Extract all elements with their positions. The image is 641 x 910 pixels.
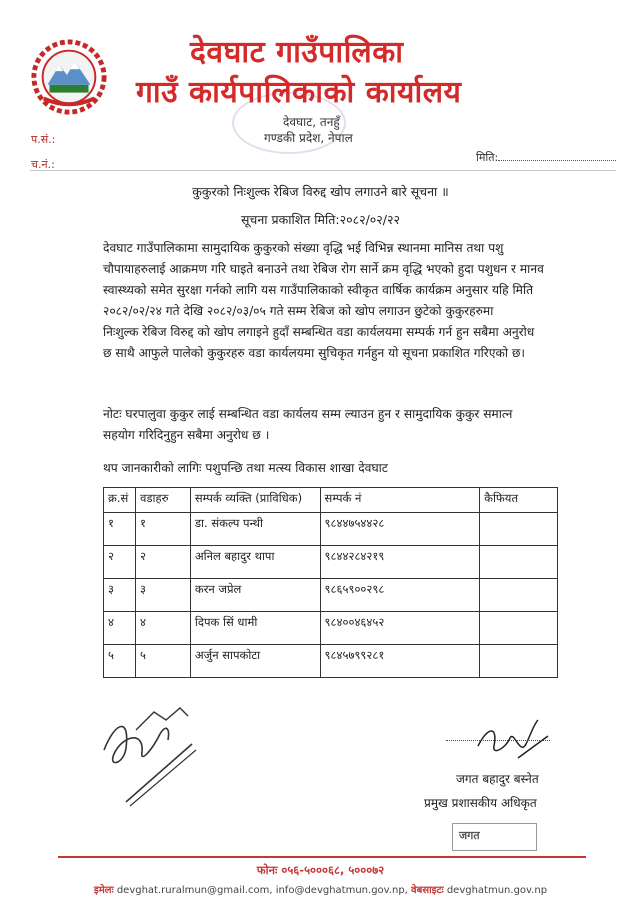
cell-serial: १ bbox=[104, 513, 136, 546]
notice-body bbox=[103, 238, 553, 364]
cell-contact-person: दिपक सिं धामी bbox=[190, 612, 320, 645]
body-line: चौपायाहरुलाई आक्रमण गरि घाइते बनाउने तथा रेबिज रोग सार्ने क्रम वृद्धि भएको हुदा पशुधन र मानव bbox=[103, 262, 544, 276]
signature-scrawl bbox=[468, 716, 558, 766]
body-line: छ साथै आफुले पालेको कुकुरहरु वडा कार्यलयमा सुचिकृत गर्नहुन यो सूचना प्रकाशित गरिएको छ। bbox=[103, 346, 526, 360]
cell-remarks bbox=[480, 513, 558, 546]
body-line: निःशुल्क रेबिज विरुद्द को खोप लगाइने हुदाँ सम्बन्धित वडा कार्यलयमा सम्पर्क गर्न हुन सबैमा अनुरोध bbox=[103, 325, 535, 339]
cell-contact-person: डा. संकल्प पन्थी bbox=[190, 513, 320, 546]
footer-contacts bbox=[0, 882, 641, 896]
cell-remarks bbox=[480, 579, 558, 612]
email-addresses[interactable]: devghat.ruralmun@gmail.com, info@devghatmun.gov.np, bbox=[116, 885, 408, 896]
dispatch-number-label: च.नं.: bbox=[31, 158, 55, 171]
table-row bbox=[104, 579, 558, 612]
table-row bbox=[104, 546, 558, 579]
date-field bbox=[476, 150, 616, 165]
contact-table bbox=[103, 487, 558, 678]
cell-ward: ४ bbox=[135, 612, 190, 645]
table-row bbox=[104, 513, 558, 546]
cell-contact-person: करन जप्रेल bbox=[190, 579, 320, 612]
reference-number-label: प.सं.: bbox=[31, 133, 56, 146]
cell-phone: ९८४५७९९२८१ bbox=[320, 645, 480, 678]
office-title: देवघाट गाउँपालिका bbox=[190, 35, 404, 70]
signatory-title: प्रमुख प्रशासकीय अधिकृत bbox=[424, 796, 537, 810]
cell-contact-person: अनिल बहादुर थापा bbox=[190, 546, 320, 579]
cell-serial: ४ bbox=[104, 612, 136, 645]
footer-rule bbox=[58, 856, 586, 858]
body-line: देवघाट गाउँपालिकामा सामुदायिक कुकुरको संख्या वृद्धि भई विभिन्न स्थानमा मानिस तथा पशु bbox=[103, 241, 504, 255]
body-line: स्वास्थ्यको समेत सुरक्षा गर्नको लागि यस गाउँपालिकाको स्वीकृत वार्षिक कार्यक्रम अनुसार यहि मिति bbox=[103, 283, 534, 297]
cell-phone: ९८४४७५४४२८ bbox=[320, 513, 480, 546]
notice-subject: कुकुरको निःशुल्क रेबिज विरुद्द खोप लगाउने बारे सूचना ॥ bbox=[192, 184, 449, 199]
column-header: क्र.सं bbox=[104, 488, 136, 513]
cell-ward: ३ bbox=[135, 579, 190, 612]
email-label: इमेलः bbox=[93, 885, 114, 896]
column-header: सम्पर्क नं bbox=[320, 488, 480, 513]
date-label: मिति: bbox=[476, 151, 499, 164]
cell-remarks bbox=[480, 546, 558, 579]
column-header: सम्पर्क व्यक्ति (प्राविधिक) bbox=[190, 488, 320, 513]
note-line: नोटः घरपालुवा कुकुर लाई सम्बन्धित वडा कार्यलय सम्म ल्याउन हुन र सामुदायिक कुकुर समात्न bbox=[103, 407, 513, 421]
date-blank bbox=[498, 160, 616, 161]
cell-phone: ९८४००४६४५२ bbox=[320, 612, 480, 645]
table-row bbox=[104, 612, 558, 645]
address-line-1: देवघाट, तनहुँ bbox=[283, 115, 340, 129]
cell-ward: ५ bbox=[135, 645, 190, 678]
cell-serial: २ bbox=[104, 546, 136, 579]
name-stamp: जगत bbox=[452, 823, 537, 851]
nepal-emblem-icon bbox=[30, 38, 108, 116]
website-link[interactable]: devghatmun.gov.np bbox=[446, 885, 548, 896]
note-line: सहयोग गरिदिनुहुन सबैमा अनुरोध छ । bbox=[103, 428, 270, 442]
cell-serial: ३ bbox=[104, 579, 136, 612]
column-header: कैफियत bbox=[480, 488, 558, 513]
address-line-2: गण्डकी प्रदेश, नेपाल bbox=[264, 131, 353, 145]
cell-ward: २ bbox=[135, 546, 190, 579]
header-rule bbox=[30, 170, 616, 171]
cell-phone: ९८६५९००२९८ bbox=[320, 579, 480, 612]
more-info: थप जानकारीको लागिः पशुपन्छि तथा मत्स्य विकास शाखा देवघाट bbox=[103, 461, 388, 475]
cell-contact-person: अर्जुन सापकोटा bbox=[190, 645, 320, 678]
cell-ward: १ bbox=[135, 513, 190, 546]
publication-date: सूचना प्रकाशित मिति:२०८२/०२/२२ bbox=[240, 212, 401, 227]
cell-serial: ५ bbox=[104, 645, 136, 678]
column-header: वडाहरु bbox=[135, 488, 190, 513]
signatory-name: जगत बहादुर बस्नेत bbox=[456, 772, 539, 786]
website-label: वेबसाइटः bbox=[411, 885, 444, 896]
footer-phone: फोनः ०५६-५०००६८, ५०००७२ bbox=[256, 863, 385, 877]
cell-remarks bbox=[480, 645, 558, 678]
cell-remarks bbox=[480, 612, 558, 645]
table-row bbox=[104, 645, 558, 678]
table-header-row bbox=[104, 488, 558, 513]
cell-phone: ९८४४२८४२१९ bbox=[320, 546, 480, 579]
body-line: २०८२/०२/२४ गते देखि २०८२/०३/०५ गते सम्म रेबिज को खोप लगाउन छुटेको कुकुरहरुमा bbox=[103, 304, 494, 318]
office-subtitle: गाउँ कार्यपालिकाको कार्यालय bbox=[136, 75, 462, 110]
notice-note bbox=[103, 404, 553, 446]
handwritten-initials bbox=[96, 690, 206, 810]
signature-line bbox=[446, 740, 550, 741]
